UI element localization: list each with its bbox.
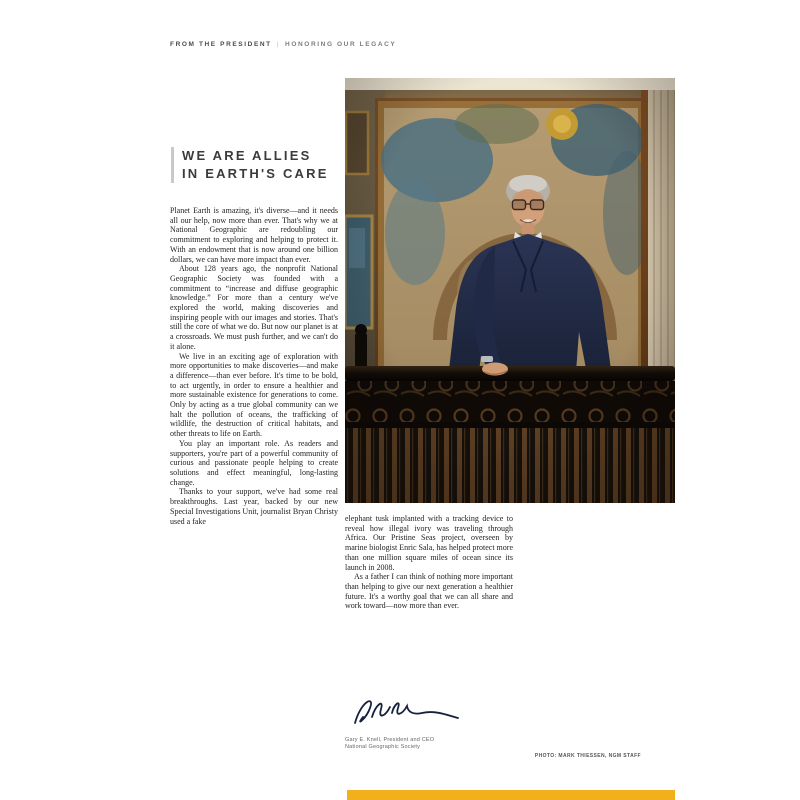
section-kicker: [170, 41, 396, 48]
headline-rule: [171, 147, 174, 183]
paragraph: About 128 years ago, the nonprofit National Geographic Society was founded with a commitment to “increase and diffuse geographic knowledge.” For more than a century we've explored the world, making discoveries and inspiring people with our images and stories. That's still the core of what we do. But now our planet is at a crossroads. We must push further, and we can't do it alone.: [170, 264, 338, 351]
kicker-divider: |: [276, 41, 281, 48]
headline-line-2: IN EARTH'S CARE: [182, 166, 329, 181]
paragraph: Planet Earth is amazing, it's diverse—and it needs all our help, now more than ever. That's why we at National Geographic are redoubling our commitment to exploring and helping to protect it. With an endowment that is now around one billion dollars, we can have more impact than ever.: [170, 206, 338, 264]
paragraph: We live in an exciting age of exploration with more opportunities to make discoveries—and make a difference—than ever before. It's time to be bold, to act urgently, in order to ensure a healthier and more sustainable existence for generations to come. Only by acting as a true global community can we halt the pollution of oceans, the trafficking of wildlife, the destruction of critical habitats, and other threats to life on Earth.: [170, 351, 338, 439]
portrait-photo-art: [345, 78, 675, 503]
headline-line-1: WE ARE ALLIES: [182, 148, 312, 163]
footer-accent-bar: [347, 790, 675, 800]
article-column-2: [345, 514, 513, 611]
kicker-section-label: FROM THE PRESIDENT: [170, 41, 272, 48]
paragraph: As a father I can think of nothing more important than helping to give our next generation a healthier future. It's a worthy goal that we can all share and work toward—now more than ever.: [345, 572, 513, 611]
page-title: [182, 147, 329, 183]
paragraph: Thanks to your support, we've had some real breakthroughs. Last year, backed by our new Special Investigations Unit, journalist Bryan Christy used a fake: [170, 487, 338, 526]
paragraph: elephant tusk implanted with a tracking device to reveal how illegal ivory was traveling through Africa. Our Pristine Seas project, overseen by marine biologist Enric Sala, has helped protect more than one million square miles of ocean since its launch in 2008.: [345, 514, 513, 572]
signature-image: [345, 691, 465, 735]
paragraph: You play an important role. As readers and supporters, you're part of a powerful community of curious and passionate people helping to create solutions and effect meaningful, long-lasting change.: [170, 438, 338, 487]
article-column-1: [170, 206, 338, 526]
kicker-series-title: HONORING OUR LEGACY: [285, 41, 397, 48]
signature-caption: [345, 737, 434, 751]
photo-credit: PHOTO: MARK THIESSEN, NGM STAFF: [534, 753, 641, 759]
signer-name-title: Gary E. Knell, President and CEO: [345, 737, 435, 743]
signature-scrawl: [345, 691, 465, 735]
portrait-photo: [345, 78, 675, 503]
signer-organization: National Geographic Society: [345, 744, 421, 750]
headline-block: [171, 147, 329, 183]
